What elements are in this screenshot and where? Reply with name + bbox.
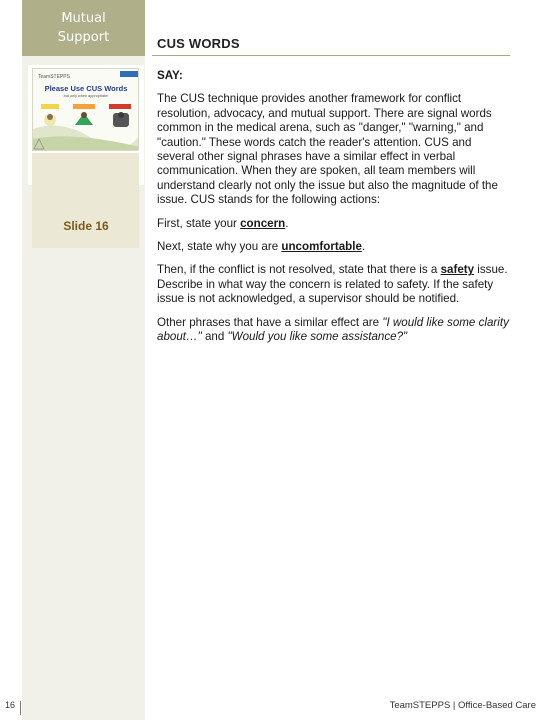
page-title: CUS WORDS <box>157 36 240 51</box>
say-label: SAY: <box>157 69 183 82</box>
phrase-assistance: "Would you like some assistance?" <box>227 330 408 344</box>
intro-paragraph: The CUS technique provides another framework for conflict resolution, advocacy, and mutual support. There are signal words common in the medical arena, such as "danger," "warning," and "caution." These words catch the reader's attention. CUS and several other signal phrases have a similar effect in verbal communication. When they are spoken, all team members will understand clearly not only the issue but also the magnitude of the issue. CUS stands for the following actions: <box>157 92 498 207</box>
page-number: 16 <box>5 700 16 710</box>
slide-illustration <box>33 69 139 151</box>
safety-rest: issue. Describe in what way the concern is related to safety. If the safety issue is not acknowledged, a supervisor should be notified. <box>157 263 508 306</box>
footer-divider <box>20 701 21 715</box>
safety-text: Then, if the conflict is not resolved, state that there is a <box>157 263 441 277</box>
thumb-title: Please Use CUS Words <box>44 84 128 93</box>
phrase-clarity: "I would like some clarity about…" <box>157 315 509 344</box>
other-phrases-paragraph <box>157 316 510 345</box>
concern-end: . <box>285 216 289 230</box>
content-body <box>157 69 510 354</box>
thumb-subtitle: but only when appropriate! <box>63 94 109 98</box>
concern-paragraph <box>157 217 510 231</box>
uncomfortable-paragraph <box>157 240 510 254</box>
slide-thumbnail <box>28 65 144 233</box>
uncomfortable-text: Next, state why you are <box>157 240 282 254</box>
concern-text: First, state your <box>157 216 241 230</box>
uncomfortable-end: . <box>361 240 366 254</box>
footer-text: TeamSTEPPS | Office-Based Care <box>389 700 536 711</box>
caption-panel <box>32 153 139 248</box>
concern-keyword: concern <box>240 216 286 230</box>
title-divider <box>152 55 510 56</box>
safety-paragraph <box>157 263 510 306</box>
section-tab <box>22 0 145 56</box>
safety-keyword: safety <box>440 263 475 277</box>
section-tab-line2: Support <box>57 30 110 45</box>
slide-caption: Slide 16 <box>63 219 109 233</box>
slide-image <box>32 68 139 151</box>
uncomfortable-keyword: uncomfortable <box>281 240 362 254</box>
other-phrases-and: and <box>201 330 228 344</box>
thumb-header: TeamSTEPPS <box>38 74 70 80</box>
other-phrases-text: Other phrases that have a similar effect are <box>157 315 383 329</box>
section-tab-line1: Mutual <box>61 11 106 26</box>
